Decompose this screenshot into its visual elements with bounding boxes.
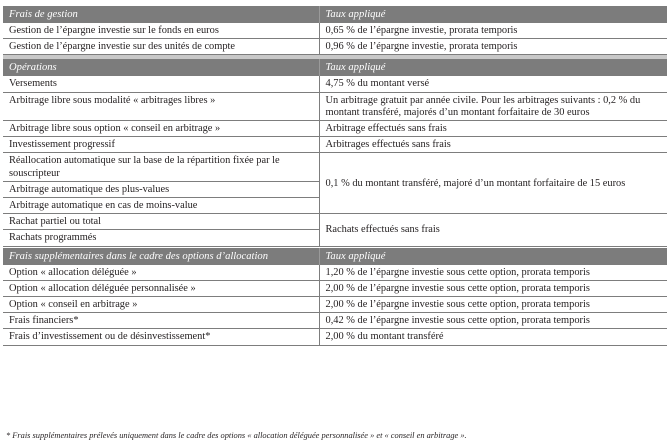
- section-header-management-fees: [3, 6, 667, 23]
- fees-table: [3, 6, 667, 346]
- fee-value: 2,00 % de l’épargne investie sous cette option, prorata temporis: [319, 297, 667, 313]
- fee-value: 2,00 % de l’épargne investie sous cette option, prorata temporis: [319, 280, 667, 296]
- fee-label: Rachat partiel ou total: [3, 214, 319, 230]
- header-rate: Taux appliqué: [319, 59, 667, 76]
- table-row: [3, 313, 667, 329]
- fee-label: Option « allocation déléguée personnalisée »: [3, 280, 319, 296]
- section-header-allocation-options: [3, 248, 667, 265]
- fee-label: Gestion de l’épargne investie sur le fonds en euros: [3, 23, 319, 39]
- fee-label: Frais financiers*: [3, 313, 319, 329]
- fee-label: Réallocation automatique sur la base de la répartition fixée par le souscripteur: [3, 153, 319, 181]
- fee-label: Frais d’investissement ou de désinvestissement*: [3, 329, 319, 345]
- header-label: Frais supplémentaires dans le cadre des options d’allocation: [3, 248, 319, 265]
- fee-value: Un arbitrage gratuit par année civile. Pour les arbitrages suivants : 0,2 % du montant transféré, majorés d’un montant forfaitaire de 30 euros: [319, 92, 667, 120]
- fee-label: Arbitrage libre sous modalité « arbitrages libres »: [3, 92, 319, 120]
- header-label: Frais de gestion: [3, 6, 319, 23]
- table-row: [3, 23, 667, 39]
- header-rate: Taux appliqué: [319, 6, 667, 23]
- fee-value: 0,42 % de l’épargne investie sous cette option, prorata temporis: [319, 313, 667, 329]
- fee-label: Arbitrage automatique en cas de moins-value: [3, 198, 319, 214]
- table-row: [3, 76, 667, 92]
- table-row: [3, 39, 667, 55]
- fee-label: Rachats programmés: [3, 230, 319, 246]
- fee-value: 0,1 % du montant transféré, majoré d’un montant forfaitaire de 15 euros: [319, 153, 667, 214]
- fee-value: 0,65 % de l’épargne investie, prorata temporis: [319, 23, 667, 39]
- fee-value: Arbitrage effectués sans frais: [319, 121, 667, 137]
- header-rate: Taux appliqué: [319, 248, 667, 265]
- section-header-operations: [3, 59, 667, 76]
- fee-label: Gestion de l’épargne investie sur des unités de compte: [3, 39, 319, 55]
- fee-label: Versements: [3, 76, 319, 92]
- fee-label: Investissement progressif: [3, 137, 319, 153]
- fee-label: Option « allocation déléguée »: [3, 265, 319, 281]
- fee-value: 4,75 % du montant versé: [319, 76, 667, 92]
- fee-value: 0,96 % de l’épargne investie, prorata temporis: [319, 39, 667, 55]
- fee-value: 1,20 % de l’épargne investie sous cette option, prorata temporis: [319, 265, 667, 281]
- fee-value: Arbitrages effectués sans frais: [319, 137, 667, 153]
- fee-value: 2,00 % du montant transféré: [319, 329, 667, 345]
- table-row: [3, 297, 667, 313]
- table-row: [3, 153, 667, 181]
- table-row: [3, 265, 667, 281]
- fee-label: Option « conseil en arbitrage »: [3, 297, 319, 313]
- table-row: [3, 329, 667, 345]
- table-row: [3, 92, 667, 120]
- table-row: [3, 214, 667, 230]
- fee-label: Arbitrage automatique des plus-values: [3, 181, 319, 197]
- header-label: Opérations: [3, 59, 319, 76]
- table-row: [3, 137, 667, 153]
- table-row: [3, 121, 667, 137]
- footnote: * Frais supplémentaires prélevés uniquement dans le cadre des options « allocation déléguée personnalisée » et « conseil en arbitrage ».: [6, 431, 467, 440]
- fee-label: Arbitrage libre sous option « conseil en arbitrage »: [3, 121, 319, 137]
- fee-value: Rachats effectués sans frais: [319, 214, 667, 246]
- table-row: [3, 280, 667, 296]
